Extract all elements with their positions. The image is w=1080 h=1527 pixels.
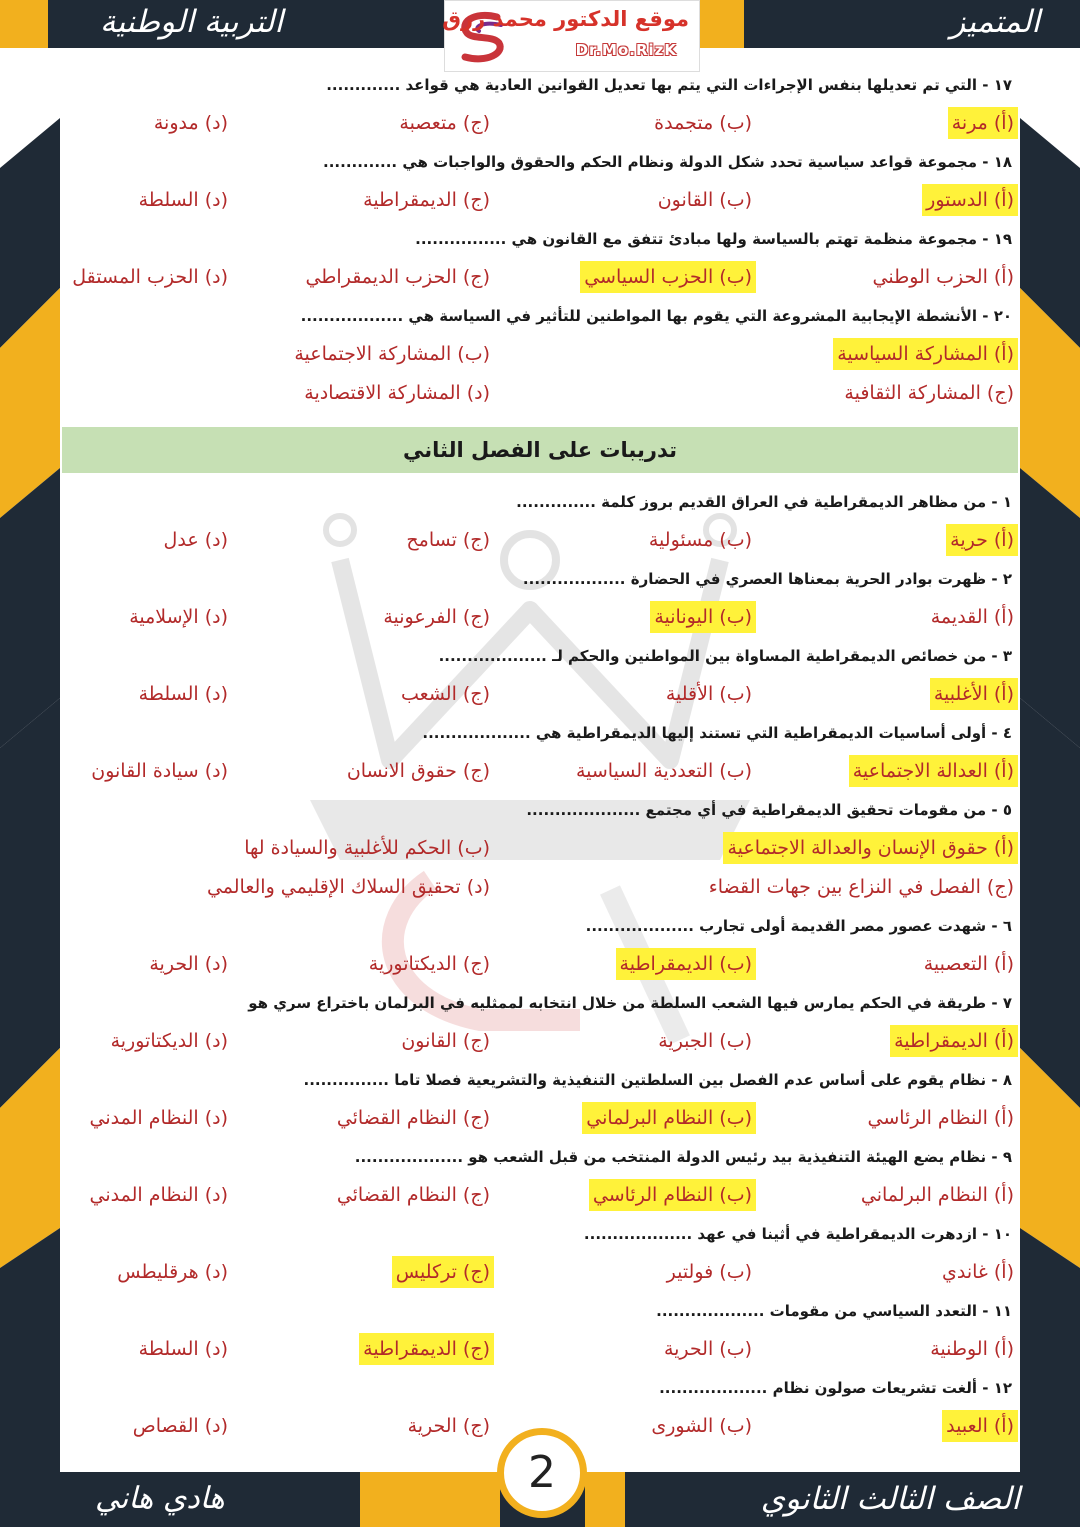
question-text: ١٨ - مجموعة قواعد سياسية تحدد شكل الدولة ونظام الحكم والحقوق والواجبات هي ............. [323, 153, 1012, 171]
answer-option[interactable]: (ج) متعصبة [399, 112, 490, 134]
answer-option[interactable]: (د) الحرية [149, 953, 228, 975]
answer-option[interactable]: (د) الديكتاتورية [110, 1030, 228, 1052]
banner-accent-center [700, 0, 744, 48]
question-text: ٢ - ظهرت بوادر الحرية بمعناها العصري في الحضارة .................. [522, 570, 1012, 588]
answer-option[interactable]: (د) السلطة [138, 189, 228, 211]
answer-option[interactable]: (أ) النظام الرئاسي [867, 1107, 1014, 1129]
left-border-decoration [0, 48, 60, 1473]
answer-option[interactable]: (د) السلطة [138, 683, 228, 705]
answer-option-correct[interactable]: (أ) المشاركة السياسية [833, 338, 1018, 370]
footer-grade-label: الصف الثالث الثانوي [760, 1481, 1020, 1517]
answer-option[interactable]: (د) السلطة [138, 1338, 228, 1360]
answer-option[interactable]: (ب) الحكم للأغلبية والسيادة لها [244, 837, 490, 859]
question-text: ١٠ - ازدهرت الديمقراطية في أثينا في عهد ................... [583, 1225, 1012, 1243]
answer-options-row [62, 752, 1018, 791]
answer-option[interactable]: (د) النظام المدني [89, 1107, 228, 1129]
answer-option[interactable]: (ب) مسئولية [648, 529, 752, 551]
answer-option-correct[interactable]: (ب) الديمقراطية [616, 948, 756, 980]
footer-author-name: هادي هاني [95, 1481, 225, 1516]
answer-option-correct[interactable]: (أ) العبيد [942, 1410, 1018, 1442]
answer-option[interactable]: (ج) النظام القضائي [336, 1107, 490, 1129]
answer-option[interactable]: (د) هرقليطس [117, 1261, 228, 1283]
answer-option-correct[interactable]: (ب) النظام البرلماني [582, 1102, 756, 1134]
question-text: ٣ - من خصائص الديمقراطية المساواة بين المواطنين والحكم لـ ................... [438, 647, 1012, 665]
answer-option[interactable]: (ب) الشورى [651, 1415, 752, 1437]
answer-option[interactable]: (ج) الشعب [401, 683, 490, 705]
answer-option[interactable]: (ج) الديكتاتورية [368, 953, 490, 975]
answer-option-correct[interactable]: (أ) الدستور [922, 184, 1018, 216]
header-subject-title: التربية الوطنية [100, 4, 284, 40]
answer-options-row [62, 374, 1018, 413]
answer-option-correct[interactable]: (أ) حرية [946, 524, 1018, 556]
answer-option[interactable]: (ب) المشاركة الاجتماعية [294, 343, 490, 365]
answer-options-row [62, 598, 1018, 637]
answer-option-correct[interactable]: (ب) النظام الرئاسي [589, 1179, 756, 1211]
footer-accent-right [585, 1472, 625, 1527]
question-text: ٦ - شهدت عصور مصر القديمة أولى تجارب ................... [585, 917, 1012, 935]
answer-option-correct[interactable]: (أ) الديمقراطية [890, 1025, 1018, 1057]
answer-option-correct[interactable]: (أ) مرنة [948, 107, 1018, 139]
answer-option[interactable]: (ج) القانون [401, 1030, 490, 1052]
question-text: ٧ - طريقة في الحكم يمارس فيها الشعب السلطة من خلال انتخابه لممثليه في البرلمان باختراع سري هو [248, 994, 1012, 1012]
answer-option[interactable]: (أ) القديمة [930, 606, 1014, 628]
answer-option[interactable]: (ب) الأقلية [665, 683, 752, 705]
answer-options-row [62, 675, 1018, 714]
answer-option[interactable]: (ج) المشاركة الثقافية [844, 382, 1014, 404]
answer-option[interactable]: (د) المشاركة الاقتصادية [304, 382, 490, 404]
question-text: ١ - من مظاهر الديمقراطية في العراق القديم بروز كلمة .............. [516, 493, 1012, 511]
answer-option[interactable]: (أ) التعصبية [923, 953, 1014, 975]
answer-options-row [62, 1330, 1018, 1369]
section-heading: تدريبات على الفصل الثاني [62, 427, 1018, 473]
site-logo [444, 0, 700, 72]
right-border-decoration [1020, 48, 1080, 1473]
answer-options-row [62, 1253, 1018, 1292]
answer-options-row [62, 181, 1018, 220]
answer-options-row [62, 1099, 1018, 1138]
answer-option-correct[interactable]: (أ) حقوق الإنسان والعدالة الاجتماعية [723, 832, 1018, 864]
chapter-two-questions [62, 483, 1018, 1446]
answer-option[interactable]: (ب) القانون [657, 189, 752, 211]
logo-arabic-text: موقع الدكتور محمد رزق [442, 7, 689, 31]
answer-options-row [62, 1022, 1018, 1061]
answer-option[interactable]: (د) الإسلامية [129, 606, 228, 628]
answer-option-correct[interactable]: (ب) اليونانية [650, 601, 756, 633]
question-text: ٤ - أولى أساسيات الديمقراطية التي تستند إليها الديمقراطية هي ................... [422, 724, 1012, 742]
answer-option[interactable]: (ج) الفرعونية [383, 606, 490, 628]
answer-option[interactable]: (ب) متجمدة [654, 112, 752, 134]
page-number: 2 [497, 1428, 587, 1518]
answer-option[interactable]: (أ) غاندي [941, 1261, 1014, 1283]
answer-options-row [62, 1176, 1018, 1215]
question-text: ١٩ - مجموعة منظمة تهتم بالسياسة ولها مبادئ تتفق مع القانون هي ................ [415, 230, 1012, 248]
answer-option[interactable]: (ج) الحرية [407, 1415, 490, 1437]
answer-option[interactable]: (ج) الديمقراطية [363, 189, 490, 211]
question-text: ٨ - نظام يقوم على أساس عدم الفصل بين السلطتين التنفيذية والتشريعية فصلا تاما ............... [303, 1071, 1012, 1089]
answer-options-row [62, 104, 1018, 143]
answer-option[interactable]: (ج) النظام القضائي [336, 1184, 490, 1206]
answer-options-row [62, 829, 1018, 868]
answer-option[interactable]: (ب) الحرية [663, 1338, 752, 1360]
answer-option[interactable]: (د) عدل [163, 529, 228, 551]
question-text: ٩ - نظام يضع الهيئة التنفيذية بيد رئيس الدولة المنتخب من قبل الشعب هو ................... [354, 1148, 1012, 1166]
logo-latin-text: Dr.Mo.RizK [575, 41, 677, 59]
answer-option[interactable]: (ب) الجبرية [658, 1030, 752, 1052]
question-text: ١٢ - ألغت تشريعات صولون نظام ................... [659, 1379, 1012, 1397]
answer-option-correct[interactable]: (ج) تركليس [392, 1256, 494, 1288]
answer-options-row [62, 868, 1018, 907]
answer-option[interactable]: (ب) التعددية السياسية [575, 760, 752, 782]
question-text: ١٧ - التي تم تعديلها بنفس الإجراءات التي يتم بها تعديل القوانين العادية هي قواعد ............. [326, 76, 1012, 94]
answer-option[interactable]: (د) تحقيق السلاك الإقليمي والعالمي [206, 876, 490, 898]
chapter-one-questions [62, 66, 1018, 413]
answer-option[interactable]: (أ) الوطنية [930, 1338, 1014, 1360]
answer-options-row [62, 335, 1018, 374]
banner-accent-left [0, 0, 48, 48]
answer-option-correct[interactable]: (ب) الحزب السياسي [580, 261, 756, 293]
answer-option-correct[interactable]: (أ) العدالة الاجتماعية [849, 755, 1018, 787]
question-text: ٢٠ - الأنشطة الإيجابية المشروعة التي يقوم بها المواطنين للتأثير في السياسة هي .................. [300, 307, 1012, 325]
answer-options-row [62, 258, 1018, 297]
answer-option[interactable]: (د) مدونة [153, 112, 228, 134]
answer-option[interactable]: (د) النظام المدني [89, 1184, 228, 1206]
answer-options-row [62, 945, 1018, 984]
question-text: ١١ - التعدد السياسي من مقومات ................... [656, 1302, 1012, 1320]
answer-option[interactable]: (أ) الحزب الوطني [872, 266, 1014, 288]
answer-option[interactable]: (ب) فولتير [666, 1261, 752, 1283]
header-brand-title: المتميز [950, 4, 1040, 40]
answer-option[interactable]: (ج) حقوق الانسان [346, 760, 490, 782]
answer-option[interactable]: (أ) النظام البرلماني [860, 1184, 1014, 1206]
answer-option[interactable]: (د) سيادة القانون [91, 760, 228, 782]
answer-options-row [62, 521, 1018, 560]
answer-option[interactable]: (ج) تسامح [406, 529, 490, 551]
question-text: ٥ - من مقومات تحقيق الديمقراطية في أي مجتمع .................... [526, 801, 1012, 819]
answer-option[interactable]: (د) القصاص [132, 1415, 228, 1437]
answer-option-correct[interactable]: (ج) الديمقراطية [359, 1333, 494, 1365]
worksheet-content [62, 66, 1018, 1446]
answer-option-correct[interactable]: (أ) الأغلبية [930, 678, 1018, 710]
footer-accent-left [360, 1472, 500, 1527]
answer-option[interactable]: (ج) الفصل في النزاع بين جهات القضاء [708, 876, 1014, 898]
answer-option[interactable]: (ج) الحزب الديمقراطي [305, 266, 490, 288]
answer-option[interactable]: (د) الحزب المستقل [72, 266, 228, 288]
